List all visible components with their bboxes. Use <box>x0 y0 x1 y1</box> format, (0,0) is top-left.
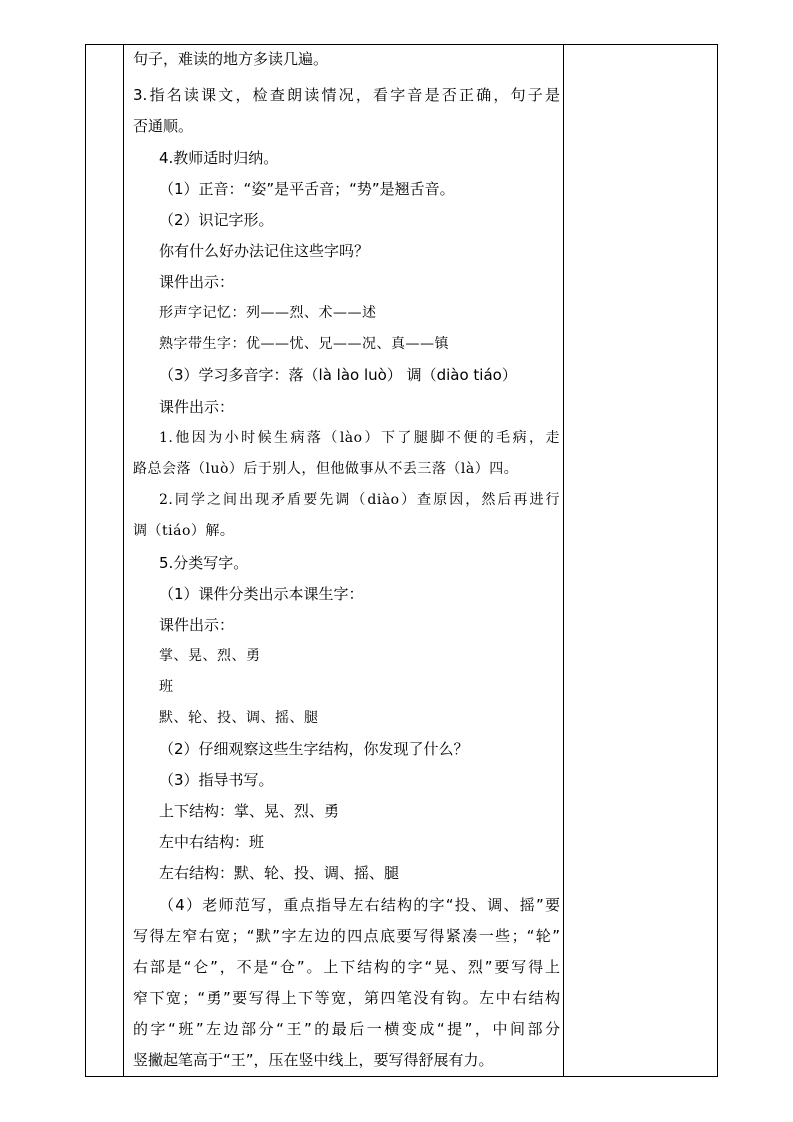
sub-item: （1）课件分类出示本课生字： <box>159 585 364 603</box>
sub-item: （3）指导书写。 <box>159 771 274 789</box>
structure-line: 左中右结构：班 <box>159 833 265 851</box>
step3-line: 3.指名读课文，检查朗读情况，看字音是否正确，句子是 <box>133 86 560 104</box>
structure-line: 上下结构：掌、晃、烈、勇 <box>159 802 340 820</box>
char-group: 班 <box>159 679 174 695</box>
sub-item: （2）仔细观察这些生字结构，你发现了什么？ <box>159 740 469 758</box>
courseware-text: 形声字记忆：列——烈、术——述 <box>159 305 377 321</box>
paragraph-line: 竖撇起笔高于“王”，压在竖中线上，要写得舒展有力。 <box>133 1051 494 1069</box>
courseware-label: 课件出示： <box>159 398 235 416</box>
courseware-text: 熟字带生字：优——忧、兄——况、真——镇 <box>159 336 449 352</box>
sub-item: （1）正音：“姿”是平舌音；“势”是翘舌音。 <box>159 180 455 198</box>
example-line: 1.他因为小时候生病落（lào）下了腿脚不便的毛病，走 <box>159 430 560 446</box>
paragraph-line: 窄下宽；“勇”要写得上下等宽，第四笔没有钩。左中右结构 <box>133 989 560 1007</box>
sub-item: （2）识记字形。 <box>159 211 274 229</box>
courseware-label: 课件出示： <box>159 616 235 634</box>
sub-item: （3）学习多音字：落（là lào luò） 调（diào tiáo） <box>159 366 517 384</box>
step5-heading: 5.分类写字。 <box>159 554 249 572</box>
structure-line: 左右结构：默、轮、投、调、摇、腿 <box>159 864 400 882</box>
example-line: 路总会落（luò）后于别人，但他做事从不丢三落（là）四。 <box>133 461 519 477</box>
text-line: 句子，难读的地方多读几遍。 <box>133 50 329 68</box>
char-group: 掌、晃、烈、勇 <box>159 648 261 664</box>
courseware-label: 课件出示： <box>159 273 235 291</box>
step3-line: 否通顺。 <box>133 117 194 135</box>
question: 你有什么好办法记住这些字吗？ <box>159 242 370 260</box>
example-line: 调（tiáo）解。 <box>133 523 235 539</box>
step4-heading: 4.教师适时归纳。 <box>159 149 279 167</box>
char-group: 默、轮、投、调、摇、腿 <box>159 710 319 726</box>
paragraph-line: 写得左窄右宽；“默”字左边的四点底要写得紧凑一些；“轮” <box>133 927 560 945</box>
paragraph-line: （4）老师范写，重点指导左右结构的字“投、调、摇”要 <box>159 896 560 914</box>
example-line: 2.同学之间出现矛盾要先调（diào）查原因，然后再进行 <box>159 492 560 508</box>
paragraph-line: 右部是“仑”，不是“仓”。上下结构的字“晃、烈”要写得上 <box>133 958 560 976</box>
paragraph-line: 的字“班”左边部分“王”的最后一横变成“提”，中间部分 <box>133 1020 560 1038</box>
